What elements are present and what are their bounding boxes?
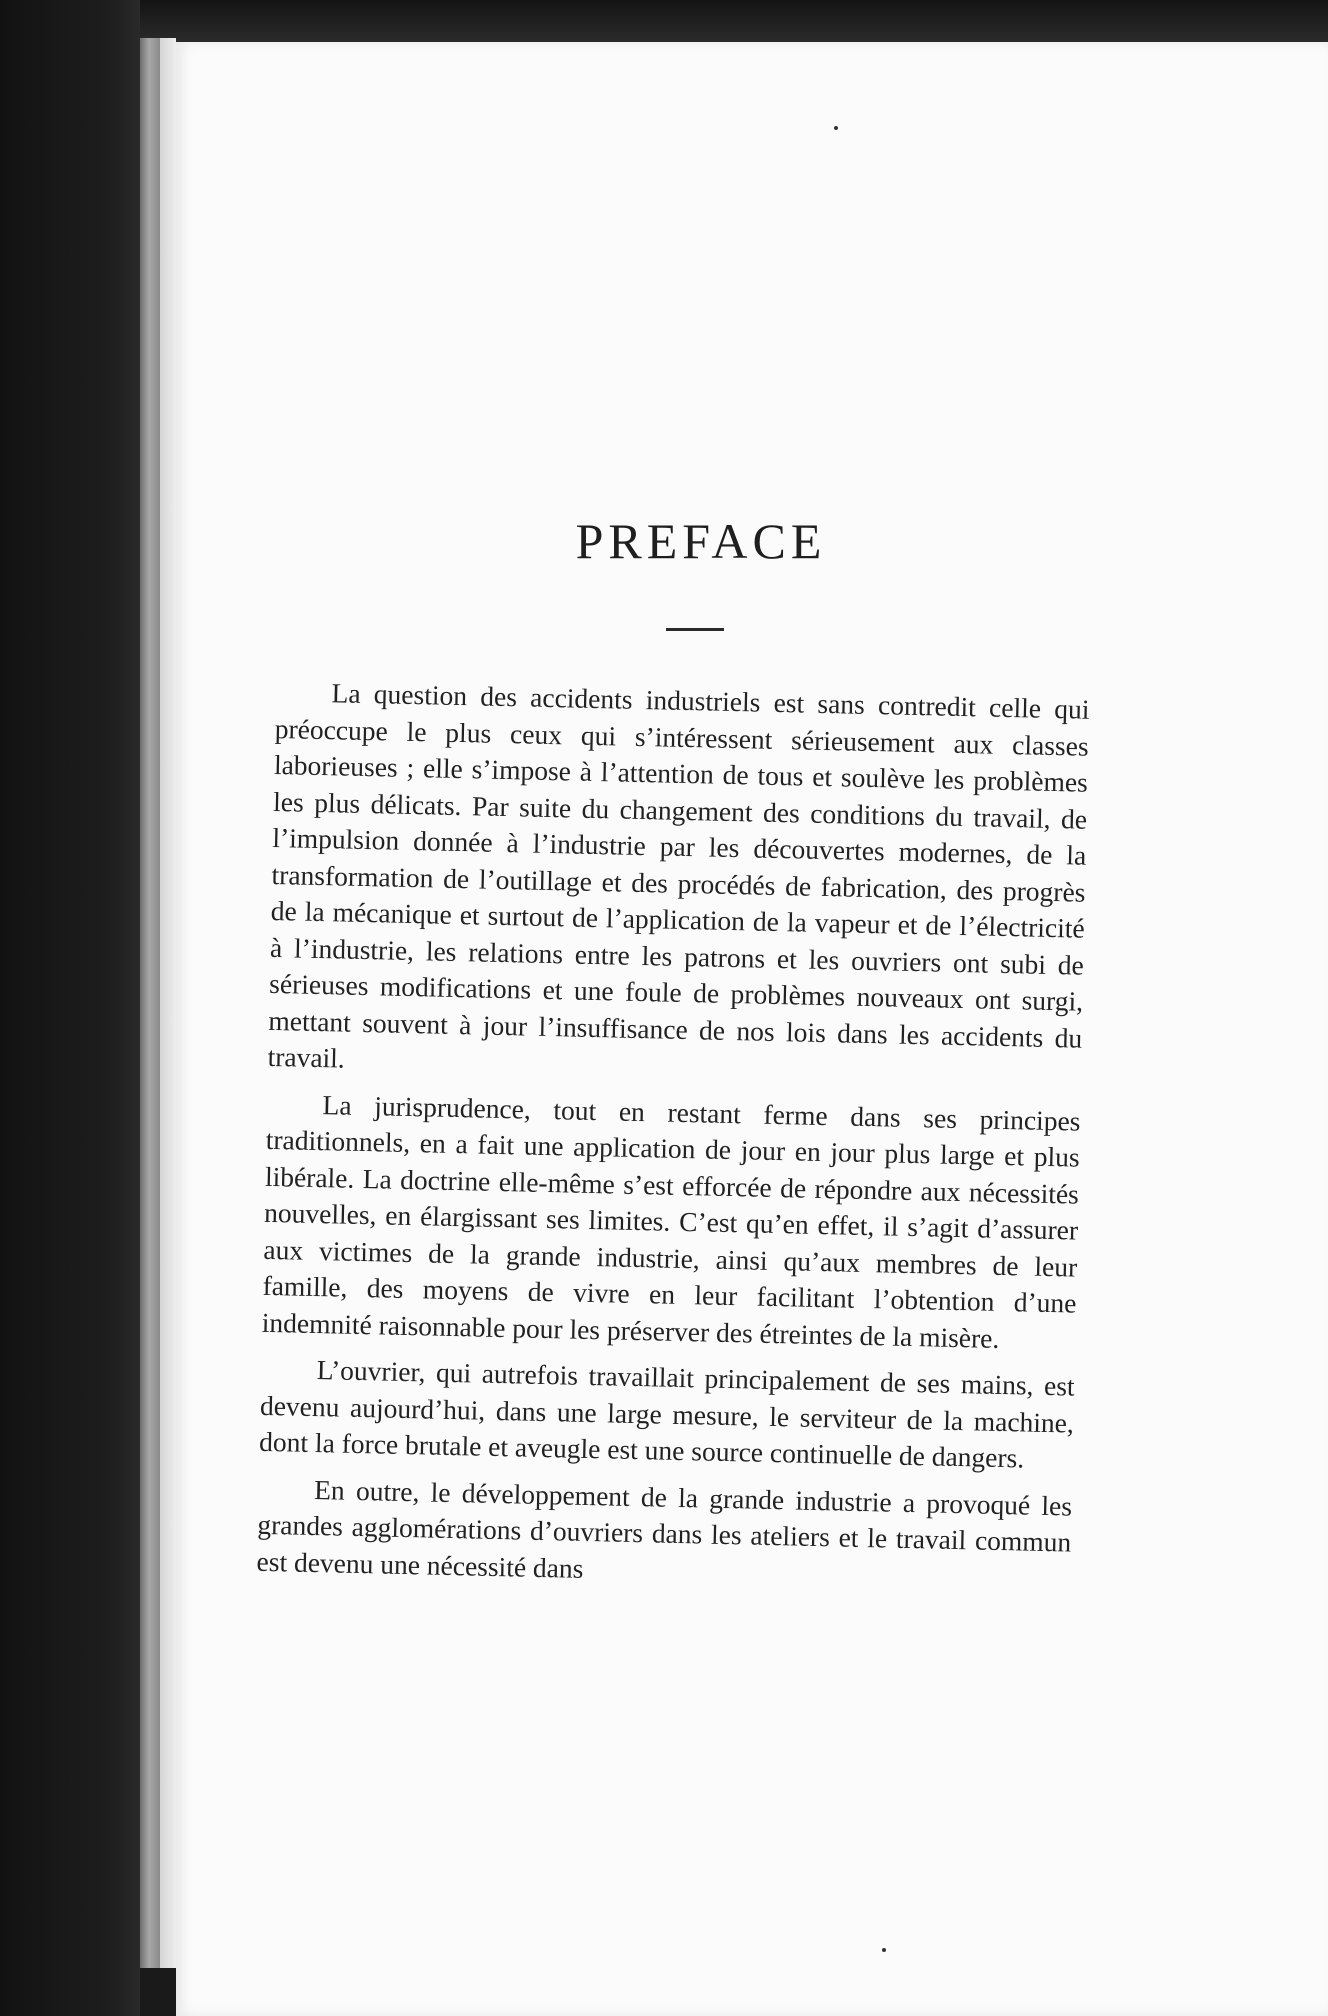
paragraph-2: La jurisprudence, tout en restant ferme dans ses principes traditionnels, en a fait une application de jour en jour plus large et plus libérale. La doctrine elle-même s’est efforcée de répondre aux nécessités nouvelles, en élargissant ses limites. C’est qu’en effet, il s’agit d’assurer aux victimes de la grande industrie, ainsi qu’aux membres de leur famille, des moyens de vivre en leur facilitant l’obtention d’une indemnité raisonnable pour les préserver des étreintes de la misère.	[261, 1088, 1081, 1354]
title-divider	[666, 628, 724, 631]
paragraph-4: En outre, le développement de la grande industrie a provoqué les grandes agglomérations d’ouvriers dans les ateliers et le travail commun est devenu une nécessité dans	[256, 1473, 1073, 1584]
page-title: PREFACE	[575, 513, 827, 569]
page-body	[256, 674, 1090, 1608]
book-gutter	[160, 38, 176, 1968]
paragraph-3: L’ouvrier, qui autrefois travaillait principalement de ses mains, est devenu aujourd’hui, dans une large mesure, le serviteur de la machine, dont la force brutale et aveugle est une source continuelle de dangers.	[258, 1354, 1075, 1474]
dust-speck	[834, 126, 838, 130]
book-spine-edge	[140, 38, 160, 1968]
paragraph-1: La question des accidents industriels est sans contredit celle qui préoccupe le plus ceux qui s’intéressent sérieusement aux classes laborieuses ; elle s’impose à l’attention de tous et soulève les problèmes les plus délicats. Par suite du changement des conditions du travail, de l’impulsion donnée à l’industrie par les découvertes modernes, de la transformation de l’outillage et des procédés de fabrication, des progrès de la mécanique et surtout de l’application de la vapeur et de l’électricité à l’industrie, les relations entre les patrons et les ouvriers ont subi de sérieuses modifications et une foule de problèmes nouveaux ont surgi, mettant souvent à jour l’insuffisance de nos lois dans les accidents du travail.	[267, 677, 1090, 1074]
scan-left-border	[0, 0, 140, 2016]
dust-speck	[882, 1948, 886, 1952]
book-page	[176, 42, 1328, 2016]
